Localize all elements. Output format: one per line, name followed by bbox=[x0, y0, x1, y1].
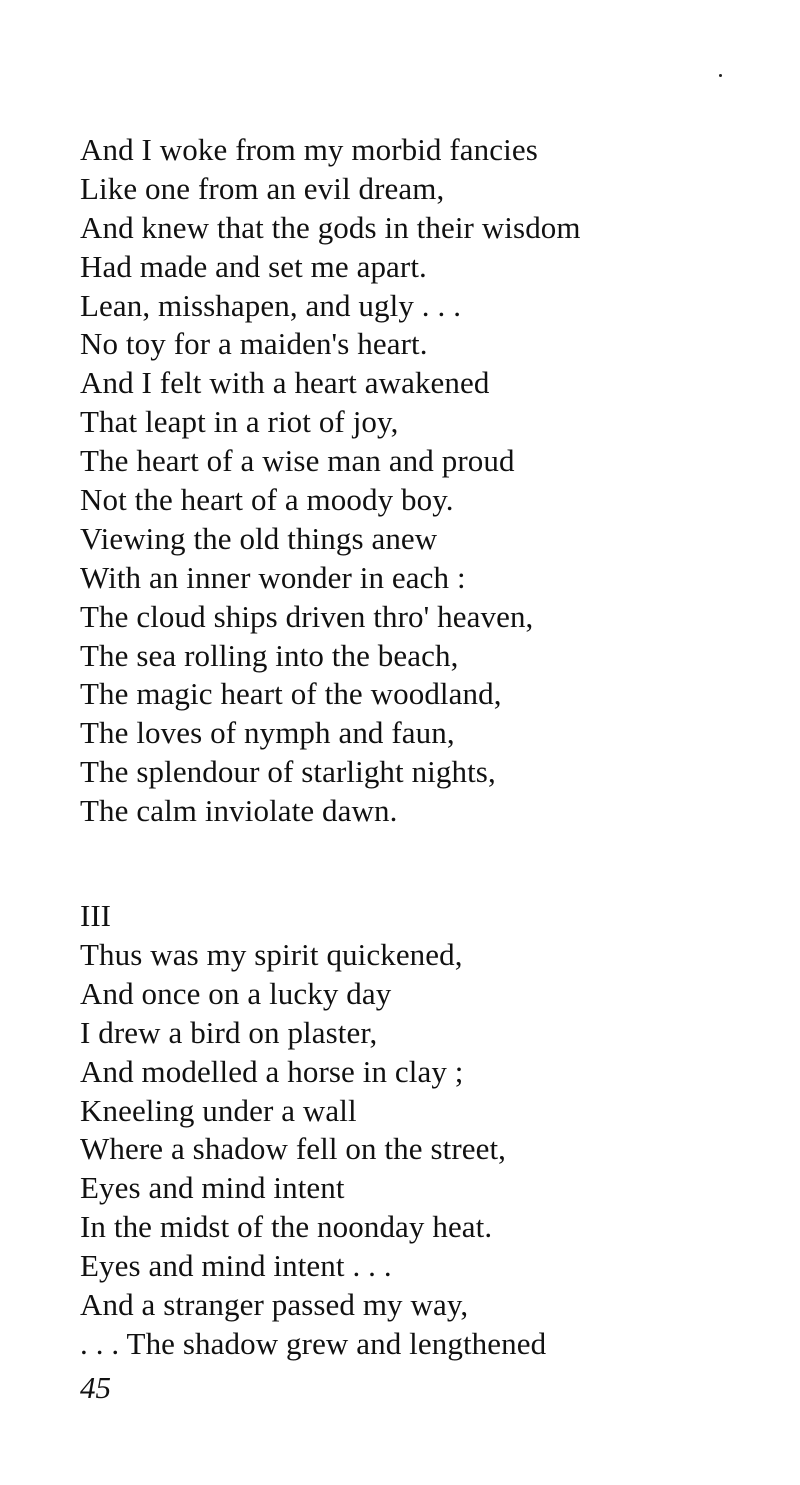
poem-line: The magic heart of the woodland, bbox=[80, 676, 502, 712]
poem-line: And modelled a horse in clay ; bbox=[80, 1053, 464, 1089]
poem-line: With an inner wonder in each : bbox=[80, 559, 466, 595]
poem-line: And I woke from my morbid fancies bbox=[80, 132, 538, 167]
poem-line: That leapt in a riot of joy, bbox=[80, 404, 399, 440]
poem-line: And once on a lucky day bbox=[80, 975, 392, 1011]
poem-line: Viewing the old things anew bbox=[80, 520, 438, 556]
poem-line: Lean, misshapen, and ugly . . . bbox=[80, 287, 462, 323]
poem-line: Not the heart of a moody boy. bbox=[80, 482, 454, 518]
print-speck bbox=[719, 74, 722, 77]
poem-line: And I felt with a heart awakened bbox=[80, 365, 490, 401]
poem-line: The sea rolling into the beach, bbox=[80, 637, 459, 673]
poem-line: I drew a bird on plaster, bbox=[80, 1014, 378, 1050]
poem-line: Like one from an evil dream, bbox=[80, 170, 445, 206]
poem-line: Thus was my spirit quickened, bbox=[80, 937, 463, 972]
poem-line: The calm inviolate dawn. bbox=[80, 793, 398, 829]
poem-line: The loves of nymph and faun, bbox=[80, 715, 455, 751]
poem-line: And a stranger passed my way, bbox=[80, 1287, 469, 1323]
stanza-2 bbox=[80, 936, 546, 1364]
poem-line: In the midst of the noonday heat. bbox=[80, 1209, 493, 1245]
poem-line: . . . The shadow grew and lengthened bbox=[80, 1325, 547, 1361]
poem-line: Kneeling under a wall bbox=[80, 1092, 357, 1128]
poem-line: Where a shadow fell on the street, bbox=[80, 1131, 507, 1167]
page-number: 45 bbox=[80, 1370, 111, 1405]
section-heading: III bbox=[80, 898, 111, 933]
poem-line: The splendour of starlight nights, bbox=[80, 754, 496, 790]
poem-line: Eyes and mind intent bbox=[80, 1170, 345, 1206]
poem-line: The heart of a wise man and proud bbox=[80, 443, 515, 479]
poem-line: No toy for a maiden's heart. bbox=[80, 326, 428, 362]
stanza-1 bbox=[80, 131, 581, 831]
poem-line: And knew that the gods in their wisdom bbox=[80, 209, 581, 245]
poem-line: Had made and set me apart. bbox=[80, 248, 427, 284]
poem-line: The cloud ships driven thro' heaven, bbox=[80, 598, 534, 634]
poem-line: Eyes and mind intent . . . bbox=[80, 1248, 392, 1284]
